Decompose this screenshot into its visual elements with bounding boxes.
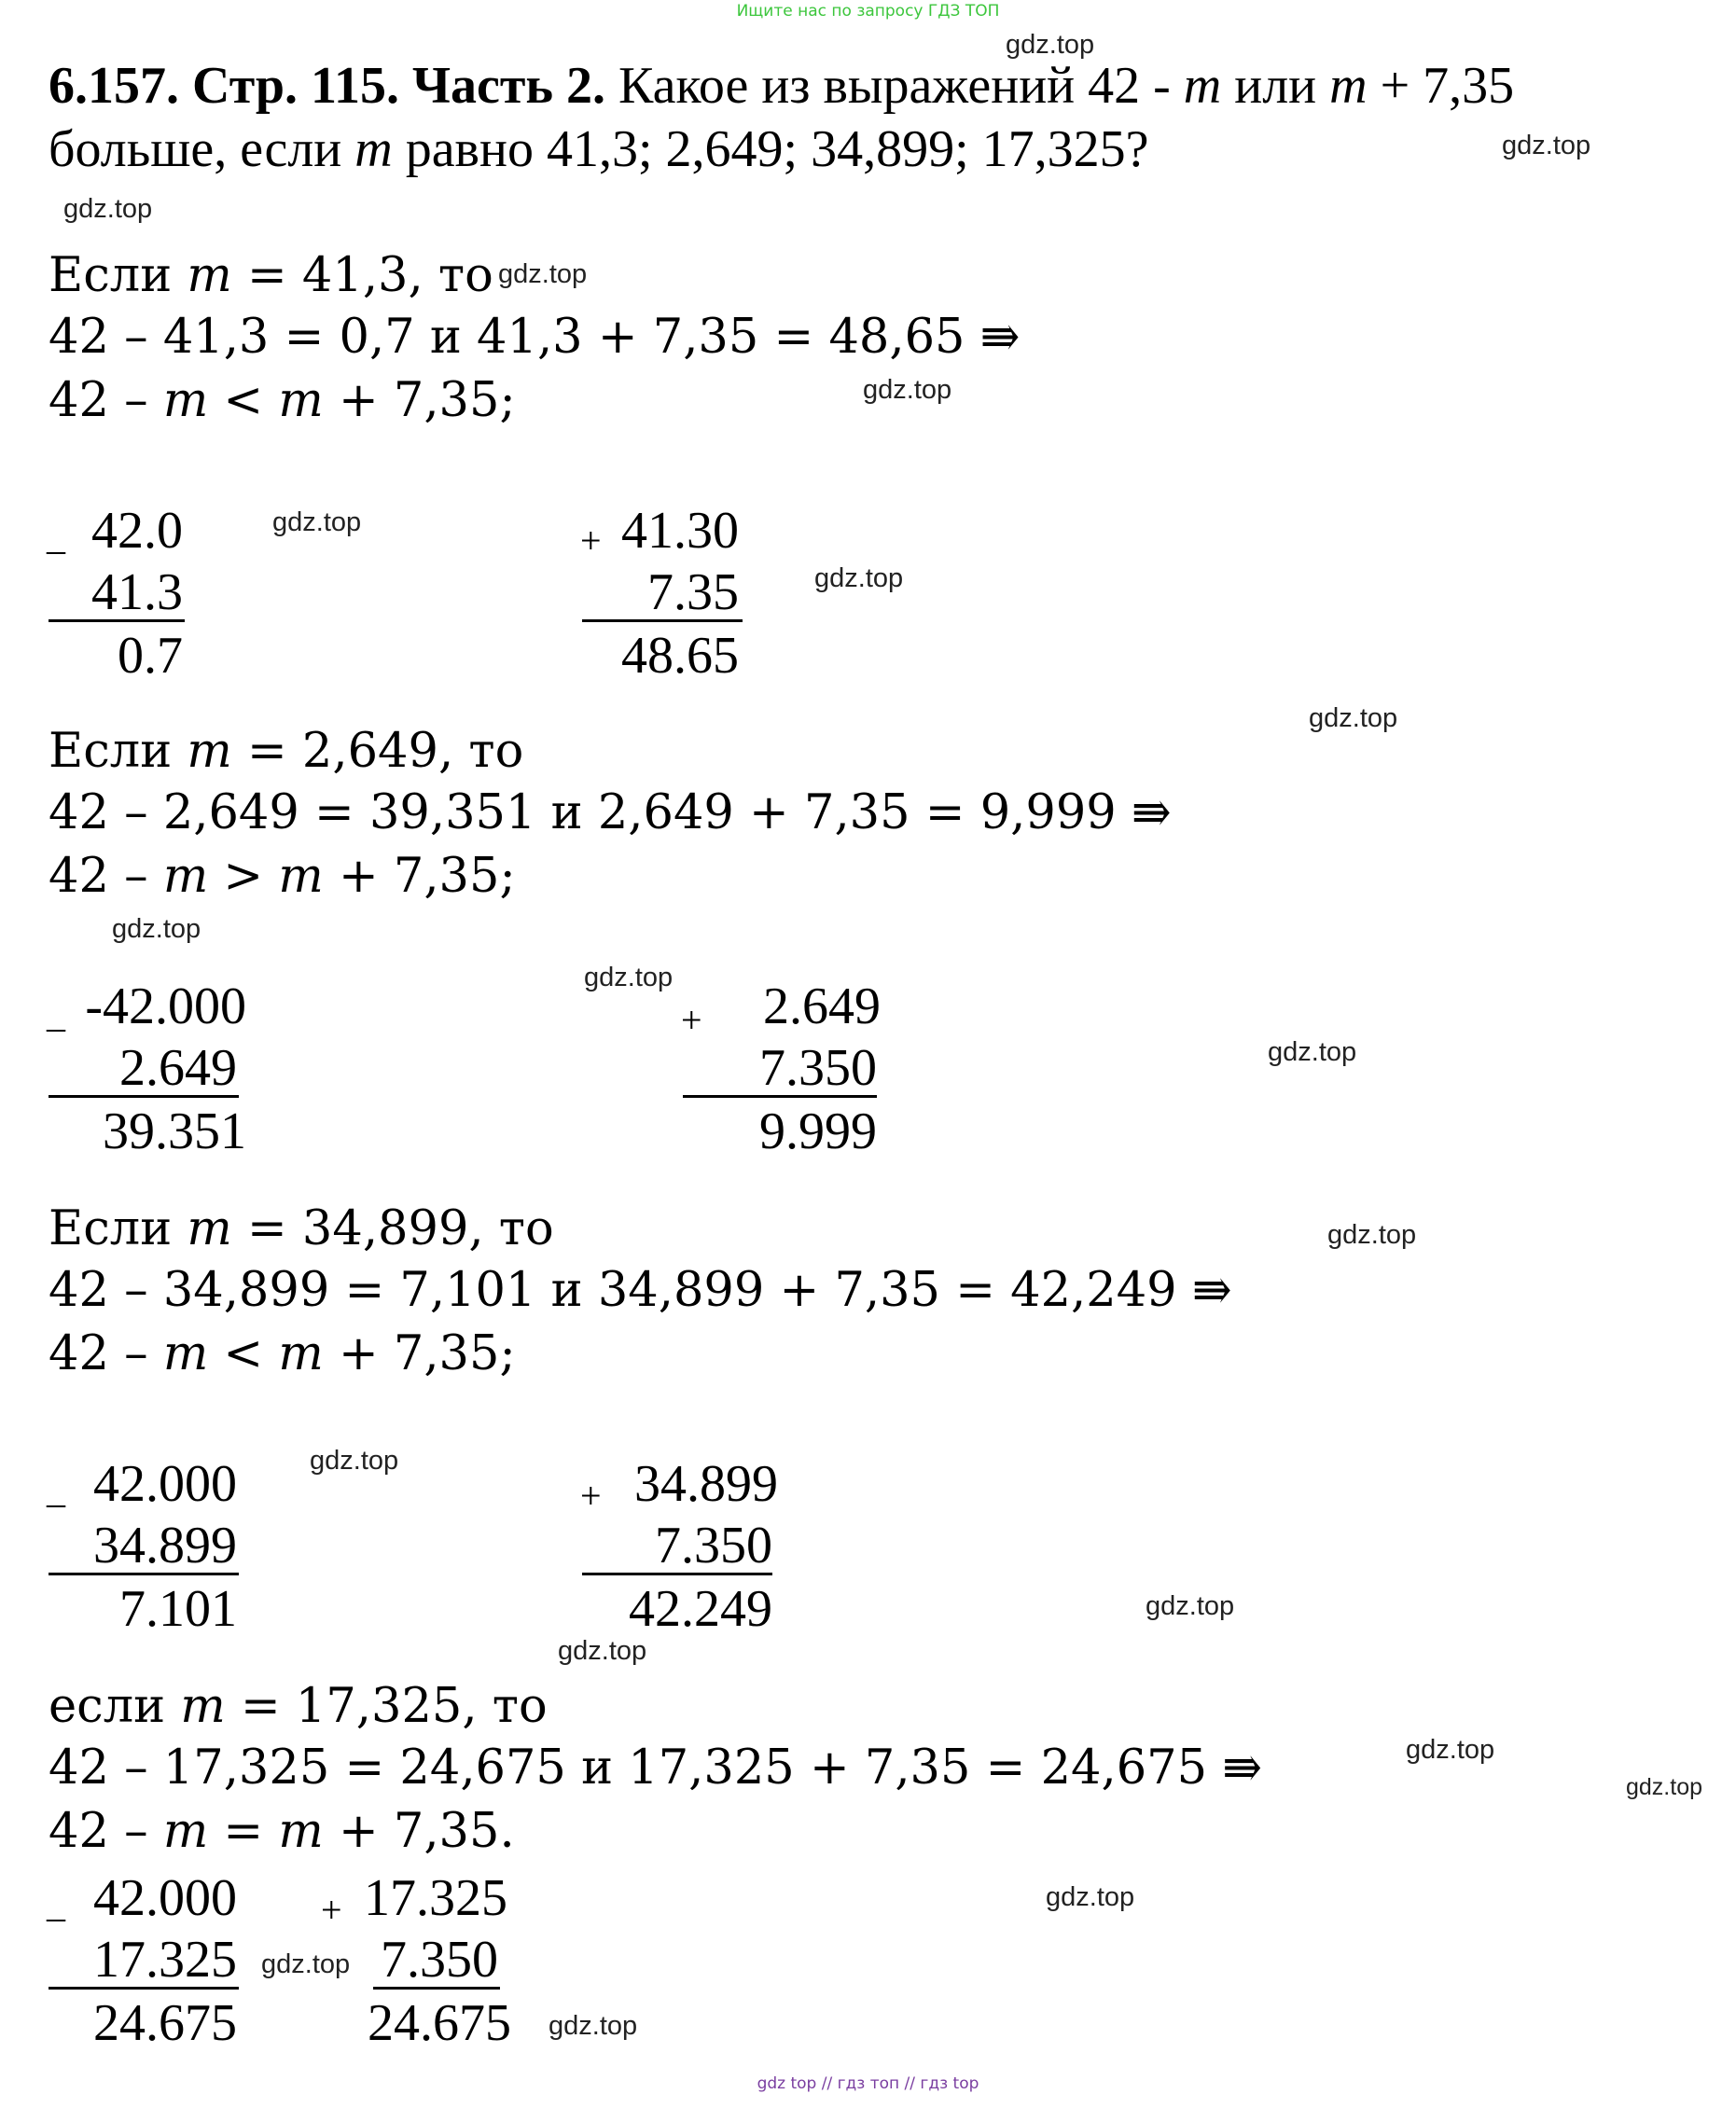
watermark: gdz.top (584, 963, 674, 992)
add-term-1: 41.30 (621, 502, 739, 560)
part-ref: Часть 2. (411, 57, 606, 115)
case-1-calc: 42 – 41,3 = 0,7 и 41,3 + 7,35 = 48,65 ⇛ (49, 310, 1021, 365)
add-term-2: 7.350 (655, 1517, 772, 1574)
plus-sign: + (681, 999, 702, 1041)
watermark: gdz.top (1309, 703, 1398, 733)
case-4-condition: если m = 17,325, то (49, 1679, 548, 1734)
watermark: gdz.top (1502, 131, 1591, 160)
watermark: gdz.top (549, 2011, 638, 2041)
add-rule (582, 619, 743, 622)
sub-minuend: -42.000 (85, 978, 246, 1035)
add-result: 48.65 (621, 627, 739, 685)
add-result: 9.999 (759, 1103, 877, 1160)
bottom-banner[interactable]: gdz top // гдз топ // гдз top (757, 2074, 979, 2093)
sub-rule (49, 1573, 239, 1575)
watermark: gdz.top (498, 259, 588, 289)
watermark: gdz.top (1268, 1037, 1357, 1067)
minus-sign: _ (47, 993, 65, 1035)
minus-sign: _ (47, 1883, 65, 1925)
case-2-condition: Если m = 2,649, то (49, 724, 524, 779)
problem-statement: 6.157. Стр. 115. Часть 2. Какое из выражений 42 - m или m + 7,35 больше, если m равно 41,3; 2,649; 34,899; 17,325? (49, 57, 1515, 178)
sub-subtrahend: 17.325 (93, 1931, 237, 1989)
case-3-compare: 42 – m < m + 7,35; (49, 1326, 516, 1381)
watermark: gdz.top (558, 1636, 647, 1666)
watermark: gdz.top (863, 375, 952, 405)
add-rule (582, 1573, 772, 1575)
plus-sign: + (321, 1889, 342, 1931)
watermark: gdz.top (1626, 1774, 1703, 1800)
add-rule (683, 1095, 877, 1098)
sub-result: 24.675 (93, 1994, 237, 2052)
watermark: gdz.top (1006, 30, 1095, 60)
watermark: gdz.top (1406, 1735, 1495, 1765)
add-term-1: 17.325 (364, 1869, 507, 1927)
page-ref: Стр. 115. (192, 57, 399, 115)
plus-sign: + (580, 520, 602, 562)
add-term-2: 7.350 (759, 1039, 877, 1097)
sub-minuend: 42.000 (93, 1869, 237, 1927)
watermark: gdz.top (112, 914, 201, 944)
case-1-compare: 42 – m < m + 7,35; (49, 373, 516, 428)
sub-result: 0.7 (118, 627, 183, 685)
add-result: 24.675 (368, 1994, 511, 2052)
sub-rule (49, 619, 185, 622)
sub-rule (49, 1987, 239, 1990)
top-banner[interactable]: Ищите нас по запросу ГДЗ ТОП (736, 2, 1000, 21)
watermark: gdz.top (63, 194, 153, 224)
minus-sign: _ (47, 1469, 65, 1511)
plus-sign: + (580, 1475, 602, 1517)
add-term-2: 7.35 (647, 563, 739, 621)
sub-minuend: 42.0 (91, 502, 183, 560)
sub-rule (49, 1095, 239, 1098)
case-3-condition: Если m = 34,899, то (49, 1201, 554, 1256)
sub-subtrahend: 2.649 (119, 1039, 237, 1097)
watermark: gdz.top (272, 507, 362, 537)
sub-subtrahend: 41.3 (91, 563, 183, 621)
watermark: gdz.top (310, 1446, 399, 1476)
case-1-condition: Если m = 41,3, то (49, 248, 493, 303)
add-result: 42.249 (629, 1580, 772, 1638)
add-term-1: 34.899 (634, 1455, 778, 1513)
watermark: gdz.top (261, 1949, 351, 1979)
case-4-calc: 42 – 17,325 = 24,675 и 17,325 + 7,35 = 24,675 ⇛ (49, 1740, 1262, 1796)
watermark: gdz.top (1146, 1591, 1235, 1621)
sub-minuend: 42.000 (93, 1455, 237, 1513)
case-2-calc: 42 – 2,649 = 39,351 и 2,649 + 7,35 = 9,999 ⇛ (49, 785, 1172, 840)
case-4-compare: 42 – m = m + 7,35. (49, 1804, 515, 1859)
minus-sign: _ (47, 516, 65, 558)
sub-subtrahend: 34.899 (93, 1517, 237, 1574)
watermark: gdz.top (1046, 1882, 1135, 1912)
case-2-compare: 42 – m > m + 7,35; (49, 849, 516, 904)
add-rule (373, 1987, 500, 1990)
watermark: gdz.top (814, 563, 904, 593)
sub-result: 7.101 (119, 1580, 237, 1638)
add-term-1: 2.649 (763, 978, 881, 1035)
problem-number: 6.157. (49, 57, 179, 115)
add-term-2: 7.350 (381, 1931, 498, 1989)
watermark: gdz.top (1327, 1220, 1417, 1250)
case-3-calc: 42 – 34,899 = 7,101 и 34,899 + 7,35 = 42,249 ⇛ (49, 1263, 1232, 1318)
sub-result: 39.351 (103, 1103, 246, 1160)
